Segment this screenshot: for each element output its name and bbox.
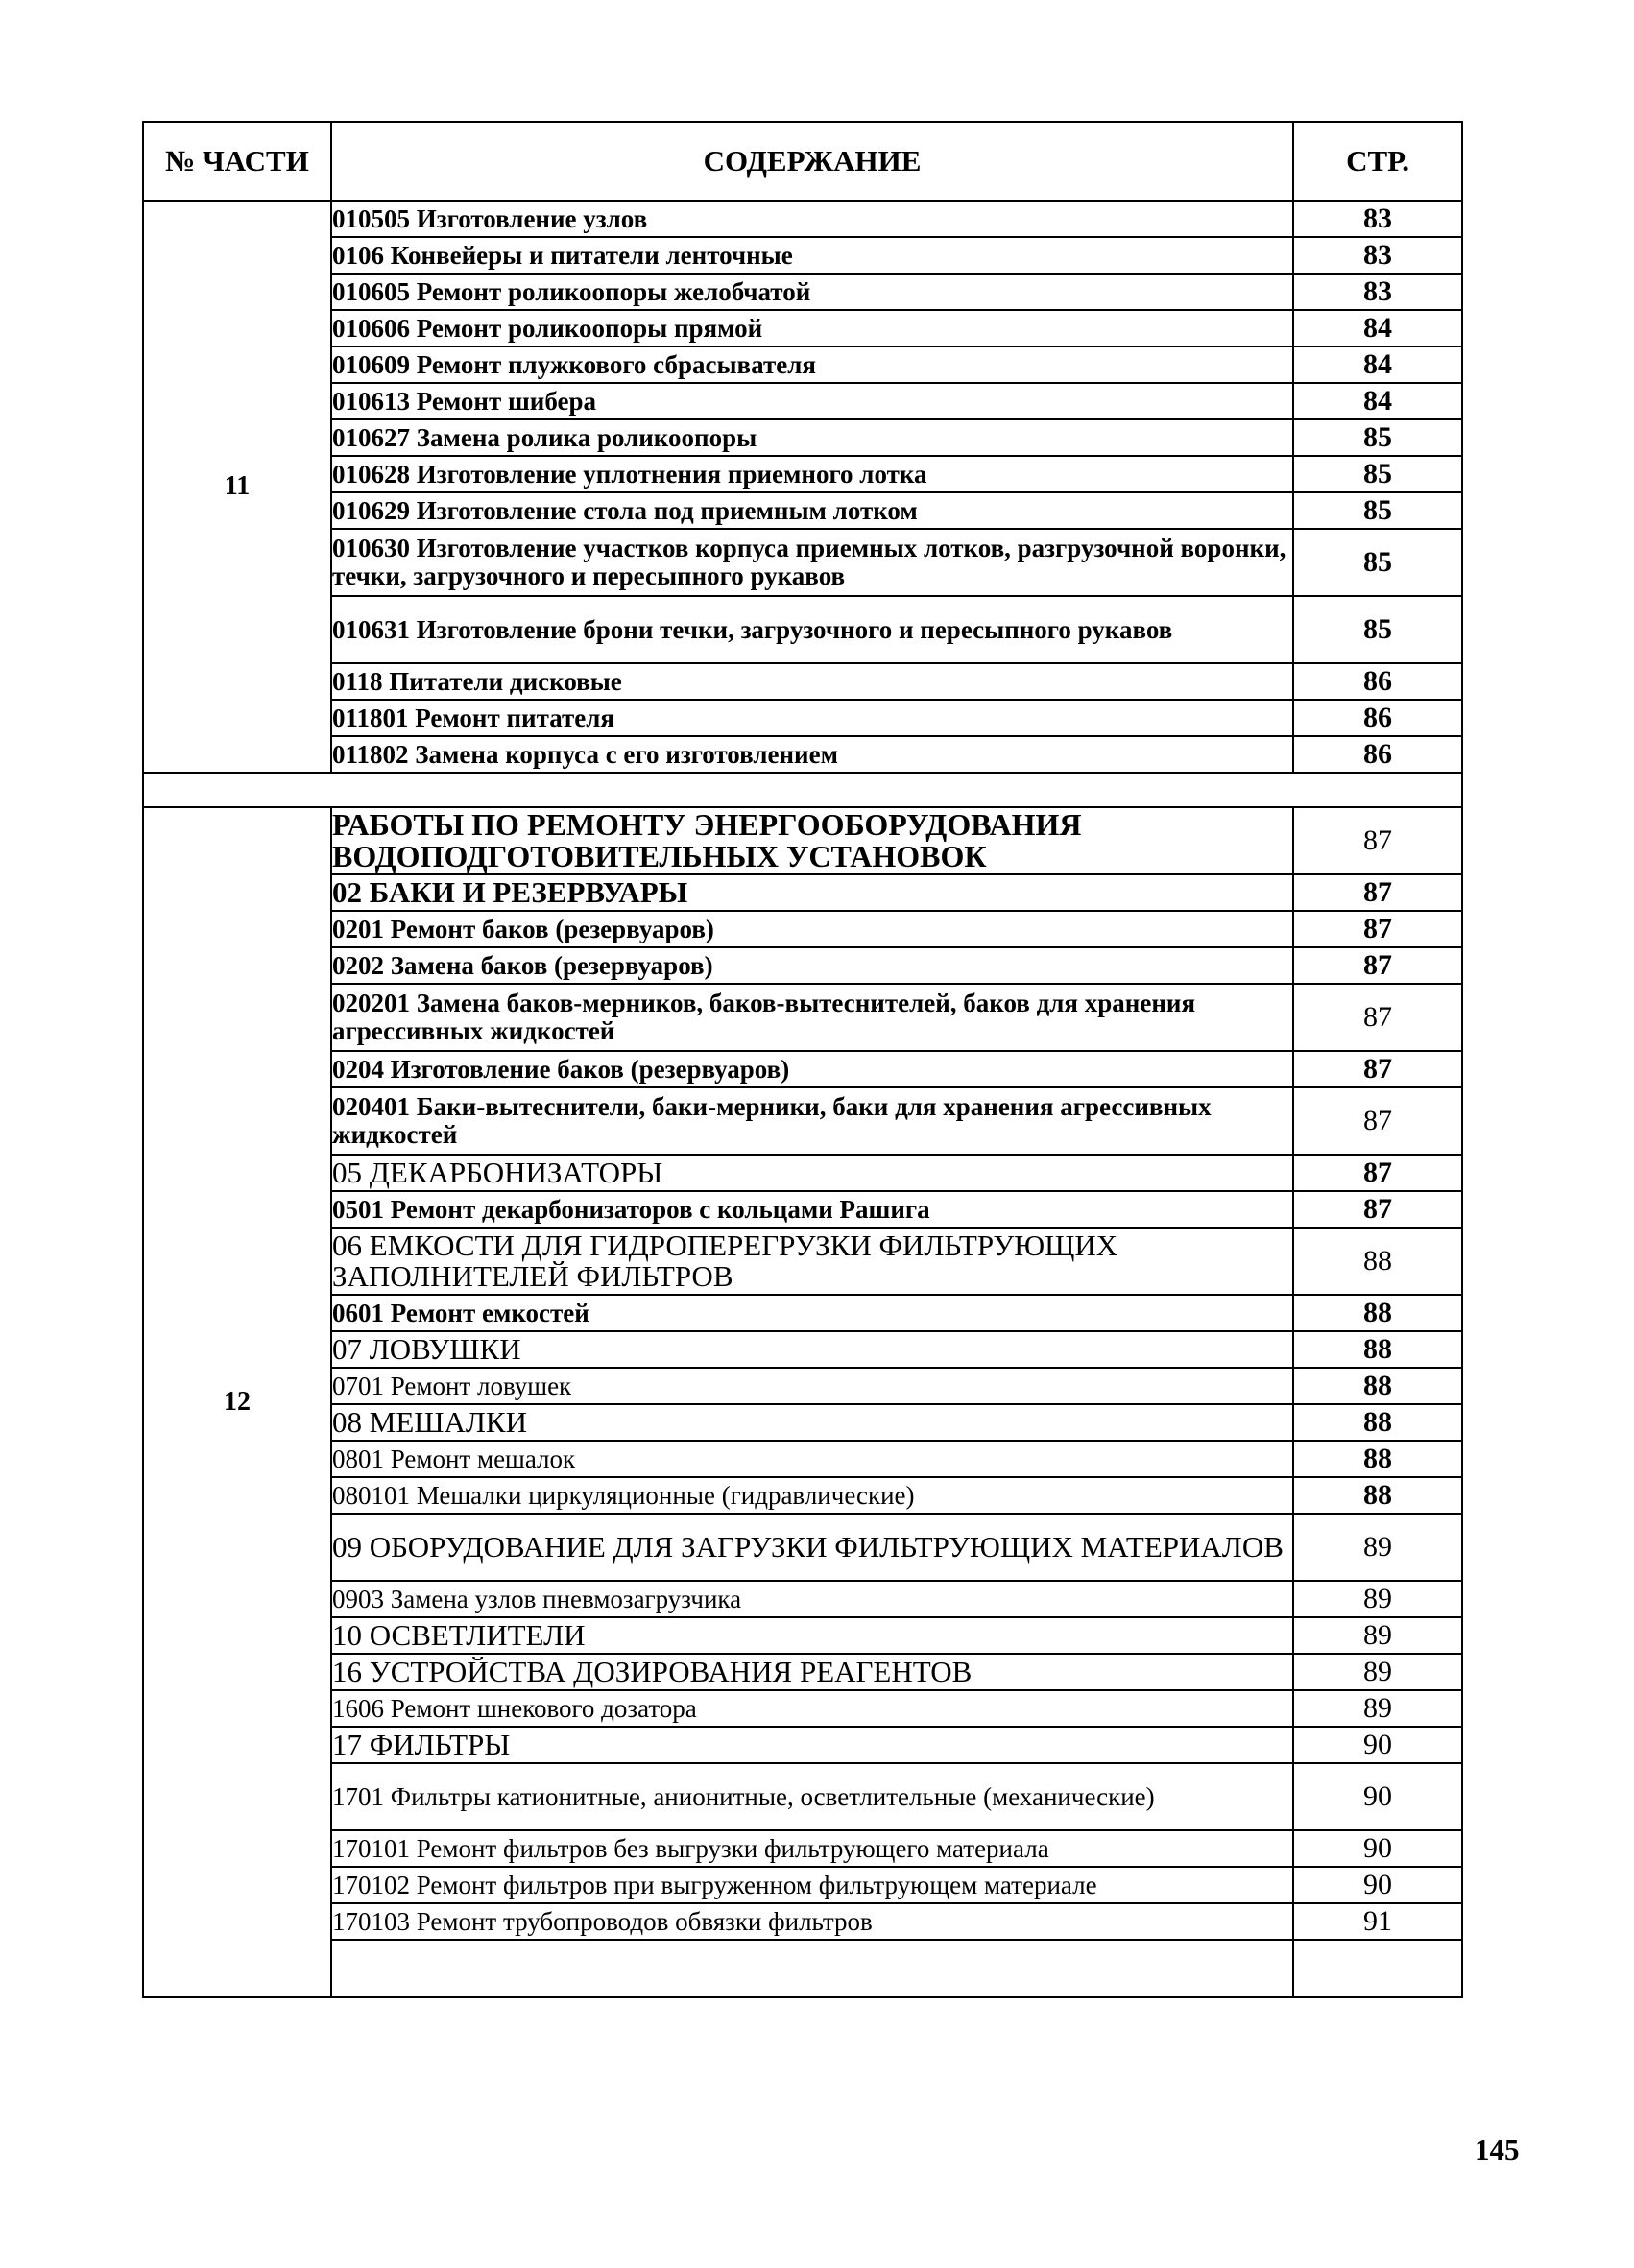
entry-page: 86 — [1293, 700, 1462, 736]
table-row — [143, 911, 1462, 947]
entry-page: 90 — [1293, 1830, 1462, 1867]
entry-page: 89 — [1293, 1617, 1462, 1654]
table-row — [143, 1441, 1462, 1477]
table-row — [143, 947, 1462, 984]
entry-text: 020401 Баки-вытеснители, баки-мерники, баки для хранения агрессивных жидкостей — [331, 1087, 1293, 1155]
table-row — [143, 1368, 1462, 1404]
entry-page: 83 — [1293, 201, 1462, 237]
entry-page: 86 — [1293, 663, 1462, 700]
entry-page: 87 — [1293, 1191, 1462, 1228]
table-row — [143, 346, 1462, 383]
entry-text: 010629 Изготовление стола под приемным лотком — [331, 492, 1293, 529]
entry-text: 17 ФИЛЬТРЫ — [331, 1727, 1293, 1763]
table-row — [143, 1727, 1462, 1763]
entry-text: 020201 Замена баков-мерников, баков-вытеснителей, баков для хранения агрессивных жидкостей — [331, 984, 1293, 1051]
entry-text: 170102 Ремонт фильтров при выгруженном фильтрующем материале — [331, 1867, 1293, 1903]
header-part: № ЧАСТИ — [143, 122, 331, 201]
table-row — [143, 1581, 1462, 1617]
table-row — [143, 1051, 1462, 1087]
part-number-11: 11 — [143, 201, 331, 773]
table-row — [143, 1654, 1462, 1690]
table-row — [143, 492, 1462, 529]
entry-page: 88 — [1293, 1228, 1462, 1295]
entry-page: 85 — [1293, 529, 1462, 596]
entry-text: 07 ЛОВУШКИ — [331, 1331, 1293, 1368]
table-row — [143, 237, 1462, 274]
entry-page: 89 — [1293, 1690, 1462, 1727]
entry-page: 87 — [1293, 807, 1462, 874]
table-row — [143, 1087, 1462, 1155]
entry-page: 91 — [1293, 1903, 1462, 1940]
table-row — [143, 1763, 1462, 1830]
entry-text: 0204 Изготовление баков (резервуаров) — [331, 1051, 1293, 1087]
table-empty-tail — [143, 1940, 1462, 1997]
contents-table — [142, 121, 1463, 1998]
entry-text: 0501 Ремонт декарбонизаторов с кольцами Рашига — [331, 1191, 1293, 1228]
table-row — [143, 1477, 1462, 1514]
entry-text: 1606 Ремонт шнекового дозатора — [331, 1690, 1293, 1727]
page-number: 145 — [1475, 2133, 1520, 2166]
table-row — [143, 1228, 1462, 1295]
entry-page: 87 — [1293, 874, 1462, 911]
table-row — [143, 874, 1462, 911]
table-row — [143, 1404, 1462, 1441]
table-row — [143, 1830, 1462, 1867]
entry-text: 10 ОСВЕТЛИТЕЛИ — [331, 1617, 1293, 1654]
table-row — [143, 456, 1462, 492]
entry-page: 89 — [1293, 1581, 1462, 1617]
entry-page: 87 — [1293, 1051, 1462, 1087]
entry-text: 0903 Замена узлов пневмозагрузчика — [331, 1581, 1293, 1617]
table-row — [143, 274, 1462, 310]
entry-page: 85 — [1293, 456, 1462, 492]
entry-page: 83 — [1293, 274, 1462, 310]
table-row — [143, 663, 1462, 700]
entry-text: 06 ЕМКОСТИ ДЛЯ ГИДРОПЕРЕГРУЗКИ ФИЛЬТРУЮЩИХ ЗАПОЛНИТЕЛЕЙ ФИЛЬТРОВ — [331, 1228, 1293, 1295]
entry-page: 87 — [1293, 911, 1462, 947]
entry-text: 010613 Ремонт шибера — [331, 383, 1293, 419]
entry-text: 0202 Замена баков (резервуаров) — [331, 947, 1293, 984]
entry-text: 080101 Мешалки циркуляционные (гидравлические) — [331, 1477, 1293, 1514]
entry-page: 87 — [1293, 1087, 1462, 1155]
entry-text: 010605 Ремонт роликоопоры желобчатой — [331, 274, 1293, 310]
table-row — [143, 383, 1462, 419]
section-separator — [143, 773, 1462, 807]
entry-text: 011801 Ремонт питателя — [331, 700, 1293, 736]
entry-text: 010505 Изготовление узлов — [331, 201, 1293, 237]
entry-page: 84 — [1293, 346, 1462, 383]
entry-page: 90 — [1293, 1727, 1462, 1763]
entry-page: 84 — [1293, 383, 1462, 419]
table-row — [143, 201, 1462, 237]
entry-page: 86 — [1293, 736, 1462, 773]
entry-page: 88 — [1293, 1295, 1462, 1331]
entry-page: 88 — [1293, 1404, 1462, 1441]
entry-text: 010609 Ремонт плужкового сбрасывателя — [331, 346, 1293, 383]
table-row — [143, 419, 1462, 456]
table-row — [143, 1331, 1462, 1368]
table-row — [143, 1690, 1462, 1727]
entry-page: 87 — [1293, 984, 1462, 1051]
header-content: СОДЕРЖАНИЕ — [331, 122, 1293, 201]
entry-page: 90 — [1293, 1763, 1462, 1830]
entry-text: 0701 Ремонт ловушек — [331, 1368, 1293, 1404]
entry-page: 85 — [1293, 419, 1462, 456]
entry-text: 170101 Ремонт фильтров без выгрузки фильтрующего материала — [331, 1830, 1293, 1867]
entry-page: 85 — [1293, 596, 1462, 663]
entry-text: 05 ДЕКАРБОНИЗАТОРЫ — [331, 1155, 1293, 1191]
entry-page: 89 — [1293, 1654, 1462, 1690]
part-number-12: 12 — [143, 807, 331, 1997]
entry-page: 83 — [1293, 237, 1462, 274]
entry-page: 89 — [1293, 1514, 1462, 1581]
entry-page: 87 — [1293, 947, 1462, 984]
entry-text: 010631 Изготовление брони течки, загрузочного и пересыпного рукавов — [331, 596, 1293, 663]
section-heading: РАБОТЫ ПО РЕМОНТУ ЭНЕРГООБОРУДОВАНИЯ ВОДОПОДГОТОВИТЕЛЬНЫХ УСТАНОВОК — [331, 807, 1293, 874]
entry-text: 0118 Питатели дисковые — [331, 663, 1293, 700]
entry-text: 010628 Изготовление уплотнения приемного лотка — [331, 456, 1293, 492]
entry-text: 010630 Изготовление участков корпуса приемных лотков, разгрузочной воронки, течки, загрузочного и пересыпного рукавов — [331, 529, 1293, 596]
entry-page: 88 — [1293, 1441, 1462, 1477]
table-header-row — [143, 122, 1462, 201]
entry-text: 011802 Замена корпуса с его изготовлением — [331, 736, 1293, 773]
entry-text: 010627 Замена ролика роликоопоры — [331, 419, 1293, 456]
entry-page: 88 — [1293, 1331, 1462, 1368]
entry-text: 0601 Ремонт емкостей — [331, 1295, 1293, 1331]
entry-text: 02 БАКИ И РЕЗЕРВУАРЫ — [331, 874, 1293, 911]
table-row — [143, 1295, 1462, 1331]
entry-page: 87 — [1293, 1155, 1462, 1191]
table-row — [143, 736, 1462, 773]
entry-text: 08 МЕШАЛКИ — [331, 1404, 1293, 1441]
table-row — [143, 984, 1462, 1051]
table-row — [143, 1903, 1462, 1940]
table-row — [143, 1617, 1462, 1654]
table-row — [143, 700, 1462, 736]
entry-page: 88 — [1293, 1368, 1462, 1404]
table-row — [143, 310, 1462, 346]
entry-text: 09 ОБОРУДОВАНИЕ ДЛЯ ЗАГРУЗКИ ФИЛЬТРУЮЩИХ МАТЕРИАЛОВ — [331, 1514, 1293, 1581]
table-row — [143, 1514, 1462, 1581]
entry-page: 84 — [1293, 310, 1462, 346]
entry-text: 0106 Конвейеры и питатели ленточные — [331, 237, 1293, 274]
table-row — [143, 807, 1462, 874]
entry-text: 170103 Ремонт трубопроводов обвязки фильтров — [331, 1903, 1293, 1940]
entry-text: 16 УСТРОЙСТВА ДОЗИРОВАНИЯ РЕАГЕНТОВ — [331, 1654, 1293, 1690]
table-row — [143, 1191, 1462, 1228]
entry-page: 85 — [1293, 492, 1462, 529]
header-page: СТР. — [1293, 122, 1462, 201]
entry-text: 1701 Фильтры катионитные, анионитные, осветлительные (механические) — [331, 1763, 1293, 1830]
entry-page: 88 — [1293, 1477, 1462, 1514]
entry-text: 0801 Ремонт мешалок — [331, 1441, 1293, 1477]
table-row — [143, 596, 1462, 663]
table-row — [143, 529, 1462, 596]
entry-text: 010606 Ремонт роликоопоры прямой — [331, 310, 1293, 346]
table-row — [143, 1867, 1462, 1903]
entry-page: 90 — [1293, 1867, 1462, 1903]
table-row — [143, 1155, 1462, 1191]
entry-text: 0201 Ремонт баков (резервуаров) — [331, 911, 1293, 947]
